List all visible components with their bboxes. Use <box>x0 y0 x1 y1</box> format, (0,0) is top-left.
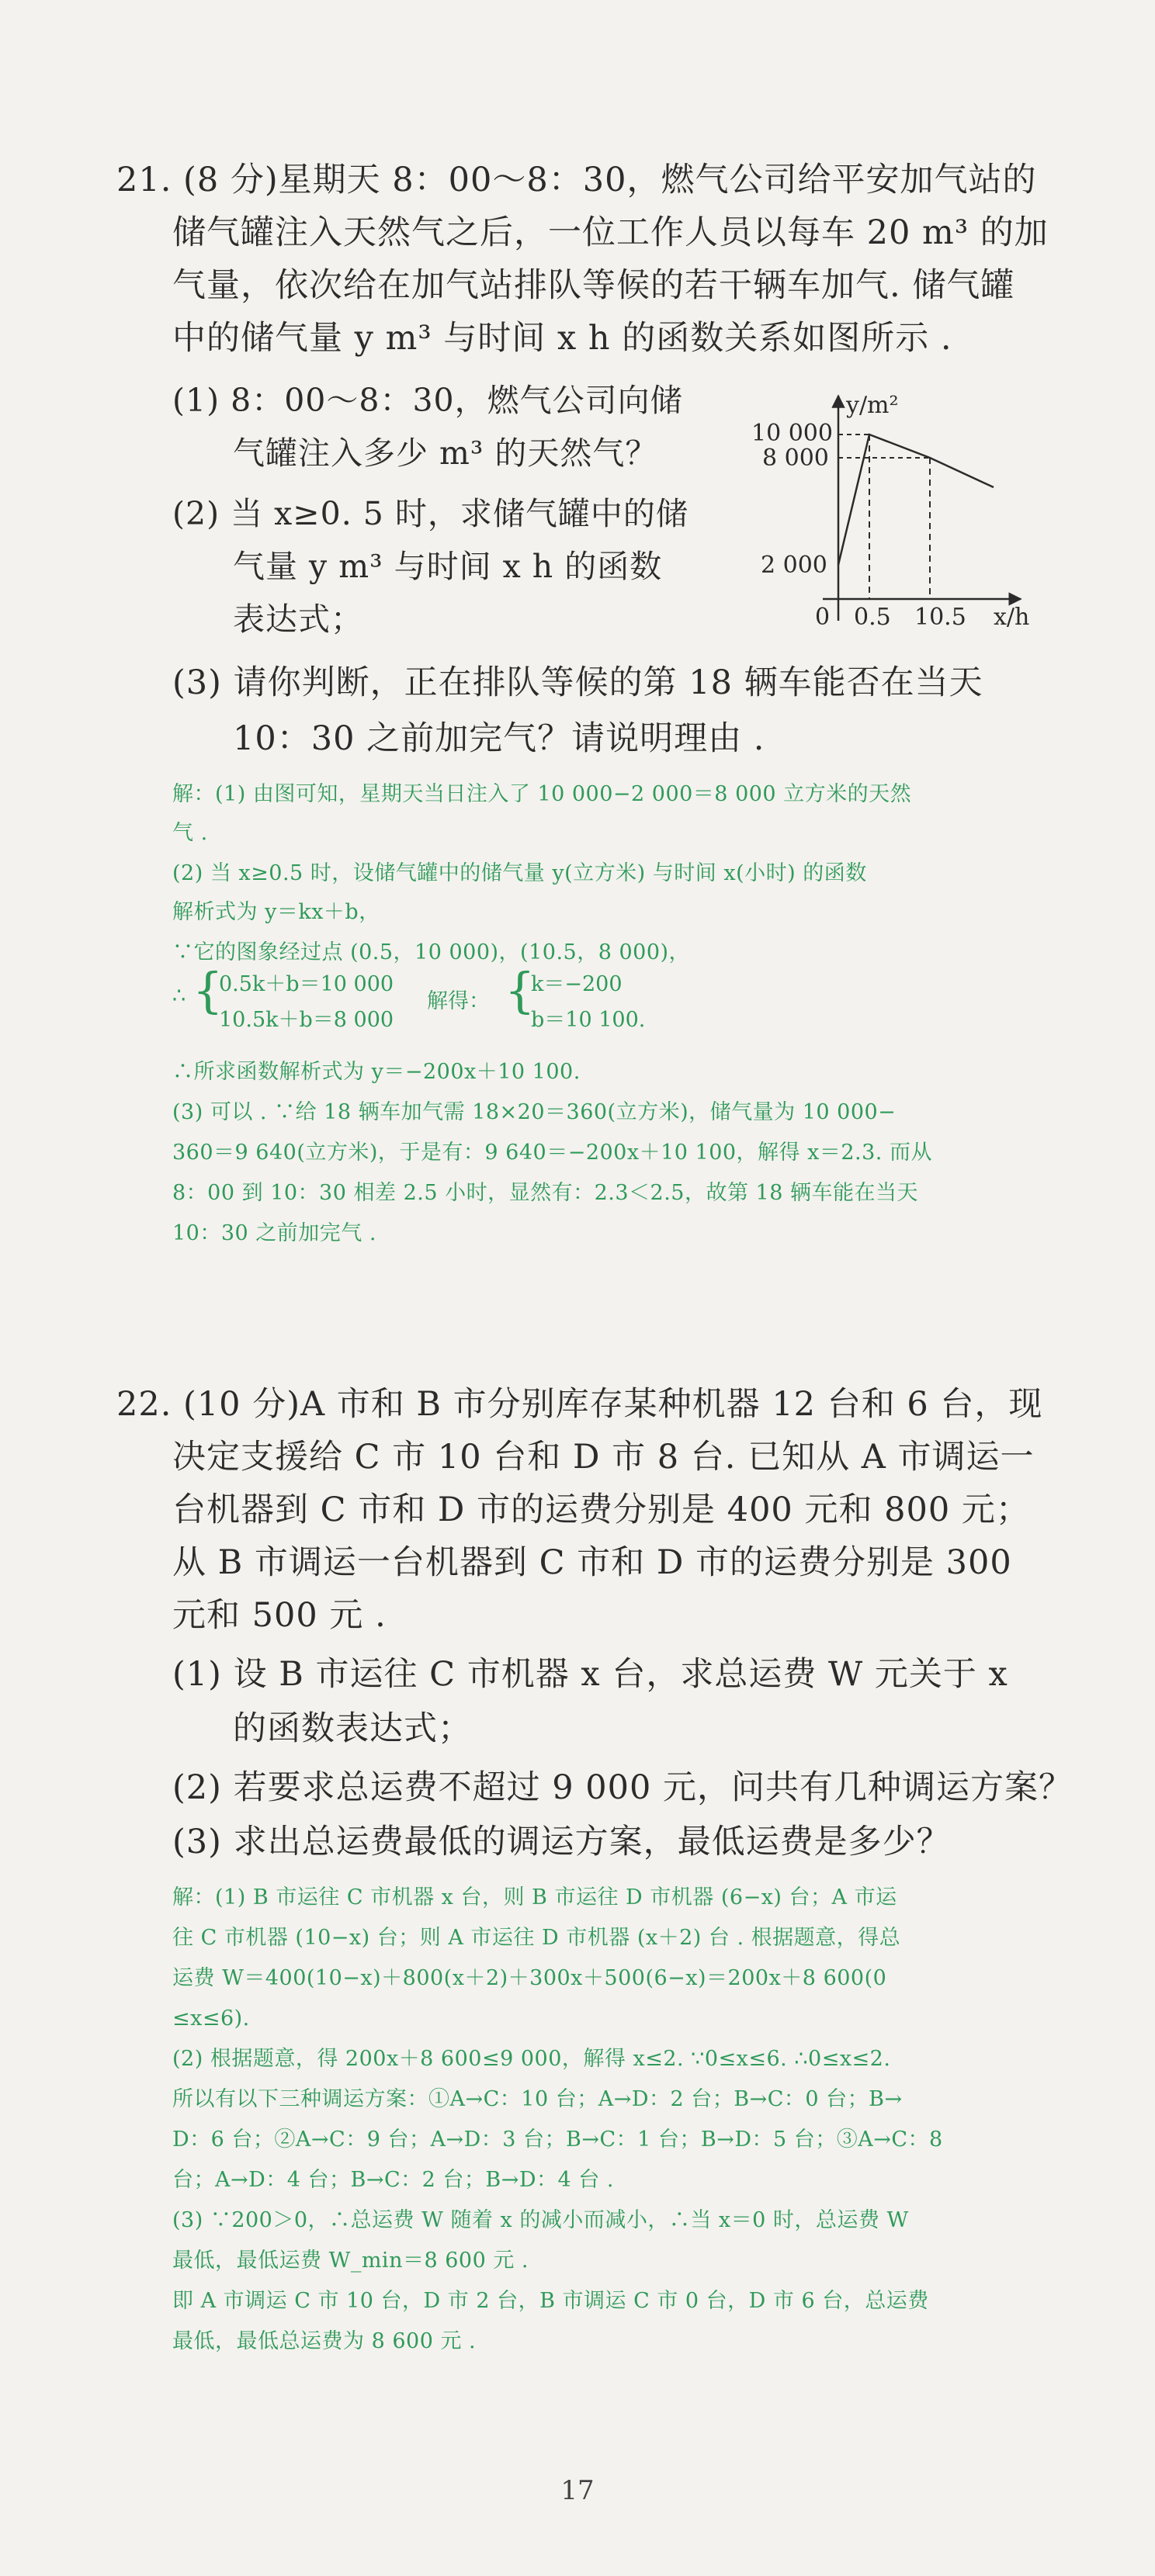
q21-line-4: 中的储气量 y m³ 与时间 x h 的函数关系如图所示 . <box>172 319 952 358</box>
a22-line-10: 最低，最低运费 W_min＝8 600 元 . <box>172 2249 529 2273</box>
q22-line-3: 台机器到 C 市和 D 市的运费分别是 400 元和 800 元； <box>172 1491 1030 1529</box>
a21-line-6: ∴所求函数解析式为 y＝−200x＋10 100. <box>172 1060 581 1084</box>
a21-line-3: (2) 当 x≥0.5 时，设储气罐中的储气量 y(立方米) 与时间 x(小时) 的函数 <box>172 861 867 885</box>
q22-part-1-line-1: (1) 设 B 市运往 C 市机器 x 台，求总运费 W 元关于 x <box>172 1655 1008 1694</box>
a22-line-9: (3) ∵200＞0，∴总运费 W 随着 x 的减小而减小，∴当 x＝0 时，总运费 W <box>172 2208 909 2232</box>
a22-line-12: 最低，最低总运费为 8 600 元 . <box>172 2329 477 2353</box>
a21-line-4: 解析式为 y＝kx＋b， <box>172 900 380 924</box>
solution-k: k＝−200 <box>531 972 623 996</box>
a22-line-3: 运费 W＝400(10−x)＋800(x＋2)＋300x＋500(6−x)＝200x＋8 600(0 <box>172 1966 887 1990</box>
a21-line-9: 8：00 到 10：30 相差 2.5 小时，显然有：2.3＜2.5，故第 18 辆车能在当天 <box>172 1181 918 1205</box>
q22-line-1: 22. (10 分)A 市和 B 市分别库存某种机器 12 台和 6 台，现 <box>116 1385 1043 1424</box>
a21-line-8: 360＝9 640(立方米)，于是有：9 640＝−200x＋10 100，解得 x＝2.3. 而从 <box>172 1141 932 1165</box>
a22-line-8: 台；A→D：4 台；B→C：2 台；B→D：4 台 . <box>172 2168 614 2192</box>
right-brace: { <box>505 962 536 1019</box>
a21-line-5: ∵它的图象经过点 (0.5，10 000)，(10.5，8 000)， <box>172 940 691 964</box>
q21-part-1-line-2: 气罐注入多少 m³ 的天然气？ <box>233 435 658 472</box>
x-tick-10-5: 10.5 <box>914 604 966 631</box>
x-axis-label: x/h <box>994 604 1030 631</box>
a22-line-7: D：6 台；②A→C：9 台；A→D：3 台；B→C：1 台；B→D：5 台；③A→C：8 <box>172 2128 943 2152</box>
q21-line-2: 储气罐注入天然气之后，一位工作人员以每车 20 m³ 的加 <box>172 213 1049 252</box>
y-axis-label: y/m² <box>846 392 899 419</box>
y-tick-2000: 2 000 <box>761 552 827 579</box>
a22-line-6: 所以有以下三种调运方案：①A→C：10 台；A→D：2 台；B→C：0 台；B→ <box>172 2087 903 2111</box>
solution-b: b＝10 100. <box>531 1008 646 1032</box>
q21-part-2-line-1: (2) 当 x≥0. 5 时，求储气罐中的储 <box>172 495 688 532</box>
q22-part-1-line-2: 的函数表达式； <box>233 1709 472 1748</box>
q21-line-1: 21. (8 分)星期天 8：00～8：30，燃气公司给平安加气站的 <box>116 161 1037 199</box>
a22-line-11: 即 A 市调运 C 市 10 台，D 市 2 台，B 市调运 C 市 0 台，D 市 6 台，总运费 <box>172 2289 929 2313</box>
page-number: 17 <box>560 2475 595 2506</box>
a22-line-5: (2) 根据题意，得 200x＋8 600≤9 000，解得 x≤2. ∵0≤x≤6. ∴0≤x≤2. <box>172 2047 891 2071</box>
q22-part-3: (3) 求出总运费最低的调运方案，最低运费是多少？ <box>172 1823 951 1861</box>
a22-line-2: 往 C 市机器 (10−x) 台；则 A 市运往 D 市机器 (x＋2) 台 . 根据题意，得总 <box>172 1926 901 1950</box>
y-tick-8000: 8 000 <box>762 445 829 472</box>
q22-line-4: 从 B 市调运一台机器到 C 市和 D 市的运费分别是 300 <box>172 1543 1012 1582</box>
left-brace: { <box>192 962 224 1019</box>
q21-part-1-line-1: (1) 8：00～8：30，燃气公司向储 <box>172 382 683 419</box>
q22-line-5: 元和 500 元 . <box>172 1596 387 1635</box>
q21-part-3-line-2: 10：30 之前加完气？请说明理由 . <box>233 719 765 758</box>
solve-label: 解得： <box>427 989 490 1013</box>
a21-line-2: 气 . <box>172 821 208 845</box>
q21-part-3-line-1: (3) 请你判断，正在排队等候的第 18 辆车能否在当天 <box>172 663 983 702</box>
function-graph <box>745 388 1040 636</box>
therefore-symbol: ∴ <box>172 984 186 1008</box>
y-tick-10000: 10 000 <box>751 420 833 447</box>
a21-line-1: 解：(1) 由图可知，星期天当日注入了 10 000−2 000＝8 000 立方米的天然 <box>172 782 912 806</box>
q21-part-2-line-3: 表达式； <box>233 601 363 638</box>
system-eq-1: 0.5k＋b＝10 000 <box>219 972 394 996</box>
graph-line <box>838 435 994 565</box>
a21-line-7: (3) 可以 . ∵给 18 辆车加气需 18×20＝360(立方米)，储气量为 10 000− <box>172 1100 897 1124</box>
x-tick-0-5: 0.5 <box>854 604 891 631</box>
q21-part-2-line-2: 气量 y m³ 与时间 x h 的函数 <box>233 548 663 585</box>
a21-line-10: 10：30 之前加完气 . <box>172 1221 376 1245</box>
q21-line-3: 气量，依次给在加气站排队等候的若干辆车加气. 储气罐 <box>172 266 1015 305</box>
q22-part-2: (2) 若要求总运费不超过 9 000 元，问共有几种调运方案？ <box>172 1768 1073 1807</box>
x-tick-0: 0 <box>815 604 831 631</box>
system-eq-2: 10.5k＋b＝8 000 <box>219 1008 394 1032</box>
a22-line-1: 解：(1) B 市运往 C 市机器 x 台，则 B 市运往 D 市机器 (6−x) 台；A 市运 <box>172 1885 897 1909</box>
a22-line-4: ≤x≤6). <box>172 2006 250 2031</box>
q22-line-2: 决定支援给 C 市 10 台和 D 市 8 台. 已知从 A 市调运一 <box>172 1438 1035 1477</box>
